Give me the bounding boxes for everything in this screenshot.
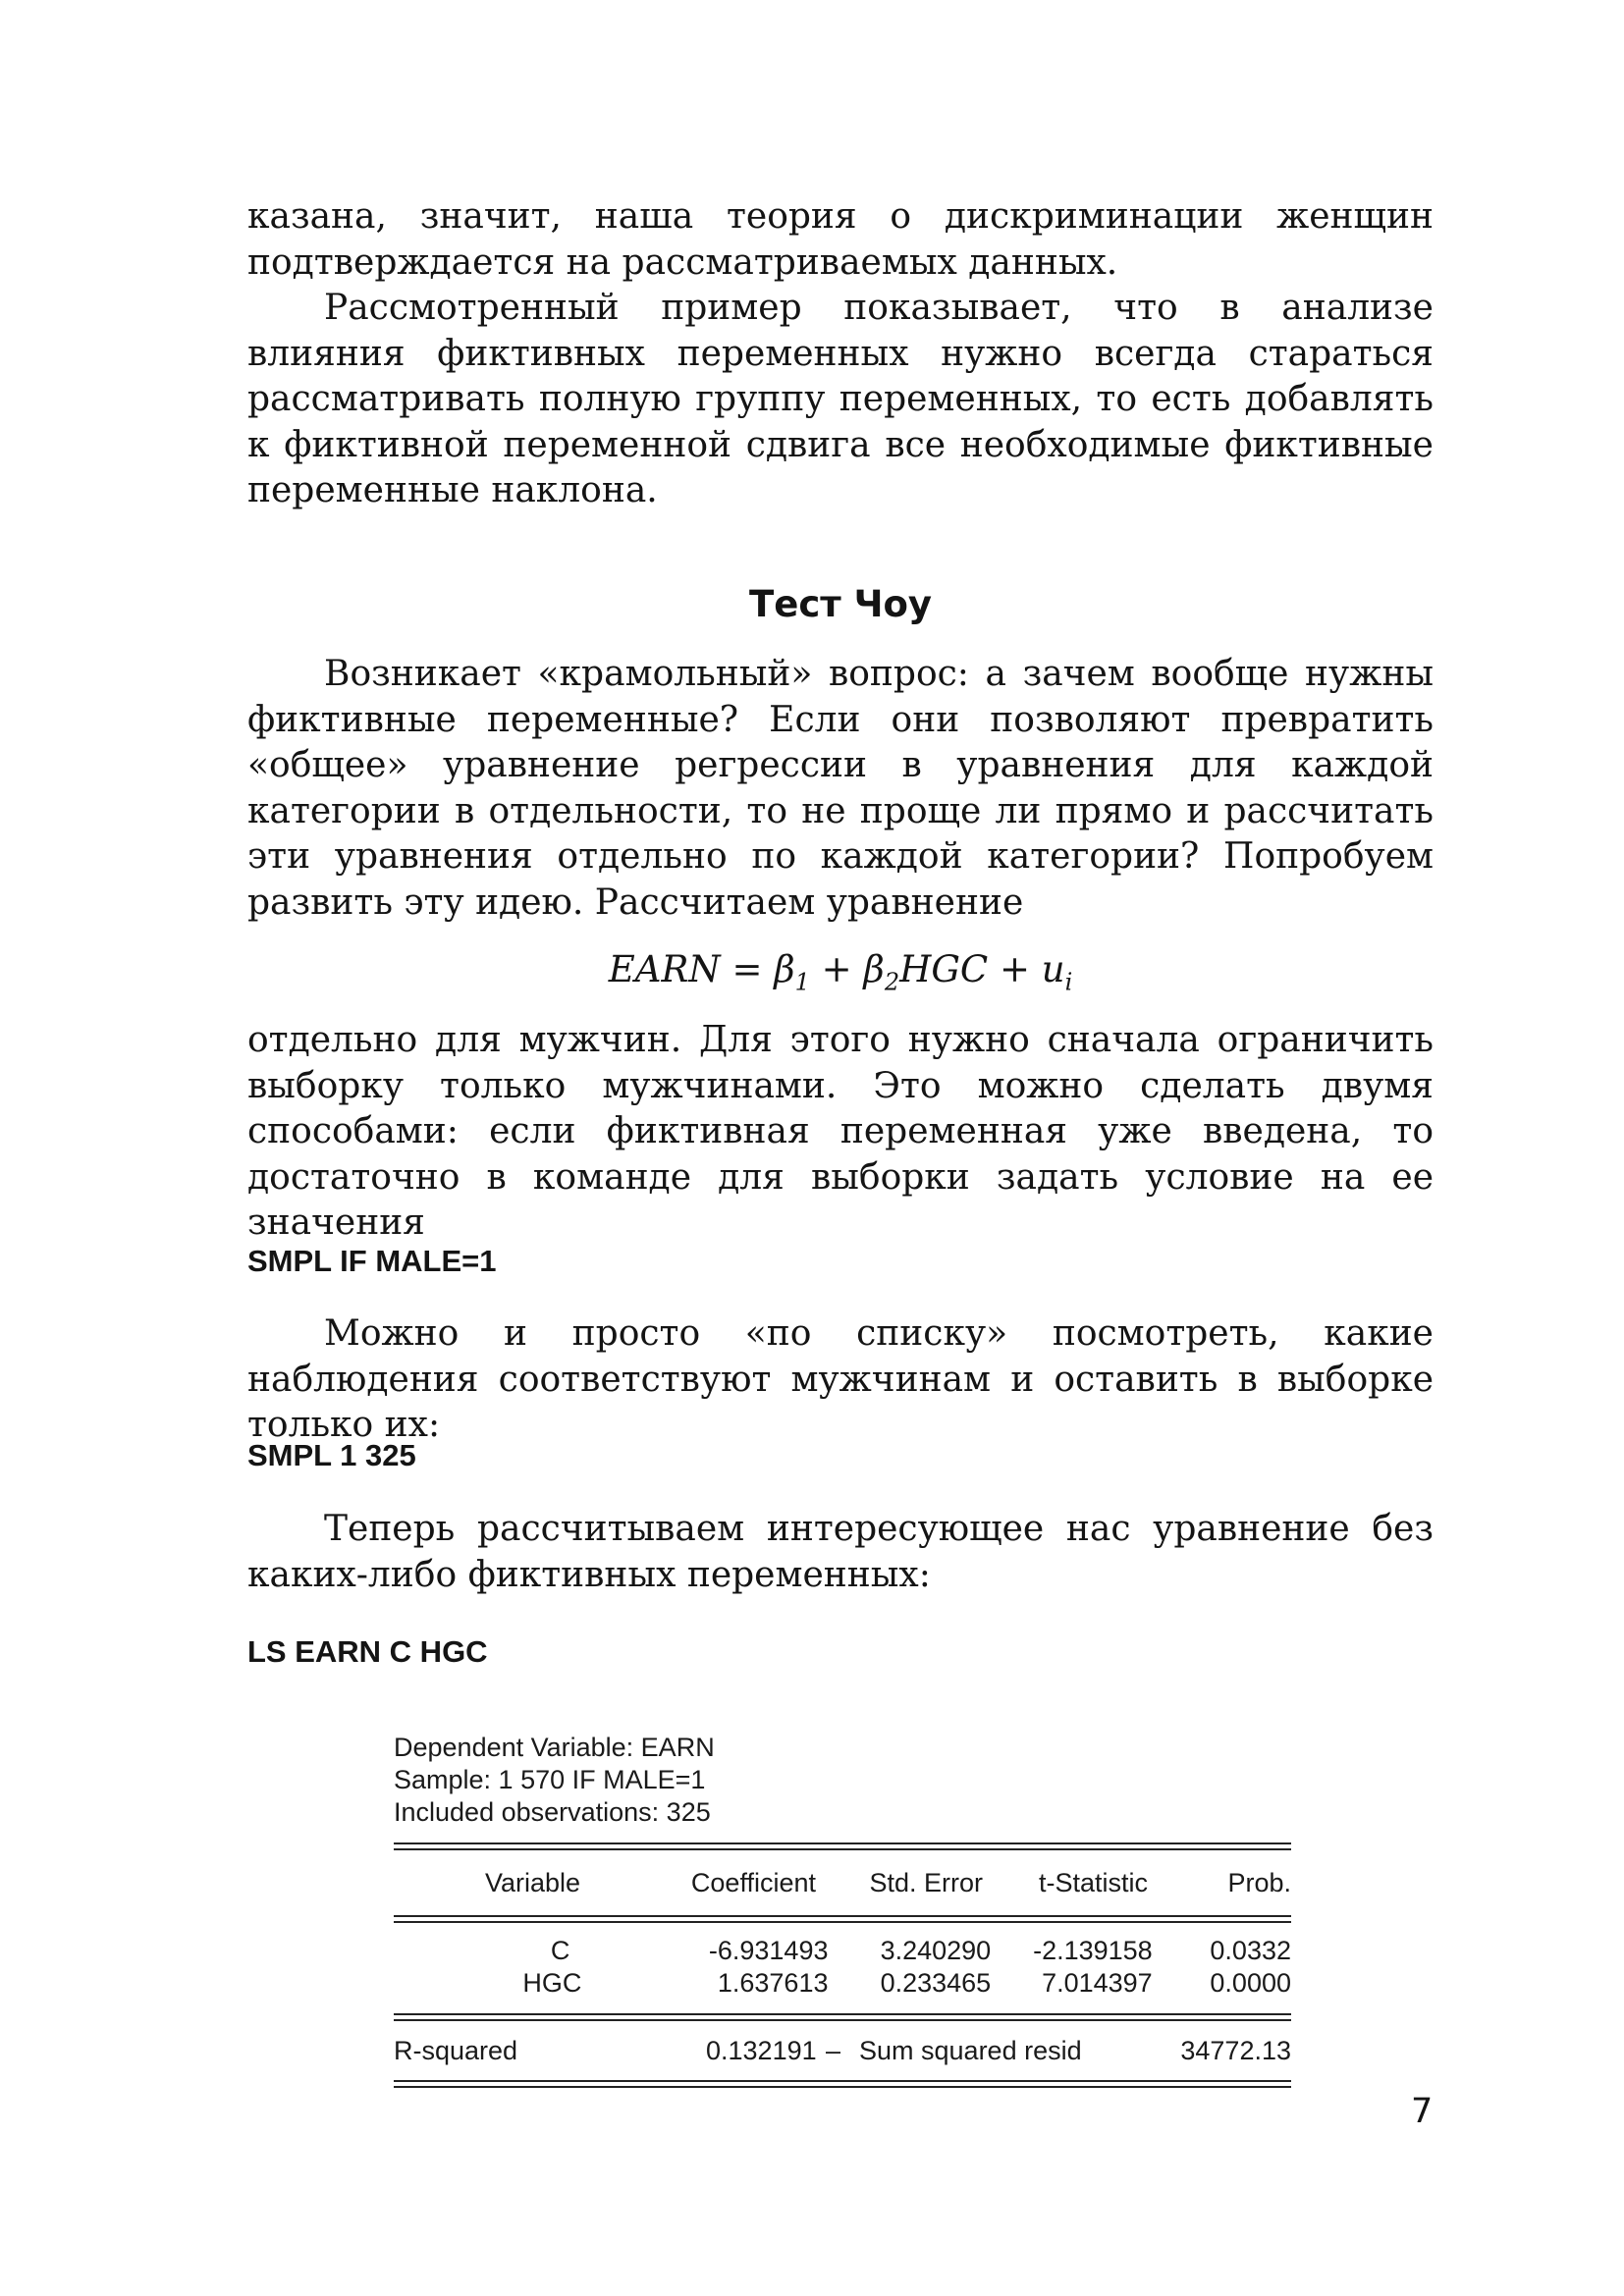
double-rule <box>394 1915 1291 1923</box>
paragraph-continuation: казана, значит, наша теория о дискриминации женщин подтверждается на рассматриваемых данных. <box>247 196 1434 283</box>
table-cell: -2.139158 <box>1033 1936 1153 1965</box>
regression-formula <box>247 948 1434 995</box>
r-squared-label: R-squared <box>394 2035 518 2065</box>
section-heading: Тест Чоу <box>748 583 933 625</box>
paragraph-question: Возникает «крамольный» вопрос: а зачем вообще нужны фиктивные переменные? Если они позволяют превратить «общее» уравнение регрессии в уравнения для каждой категории в отдельности, то не проще ли прямо и рассчитать эти уравнения отдельно по каждой категории? Попробуем развить эту идею. Рассчитаем уравнение <box>247 654 1434 923</box>
output-header-line: Included observations: 325 <box>394 1797 711 1827</box>
formula-part: HGC + u <box>899 948 1065 990</box>
column-header: Std. Error <box>869 1867 983 1897</box>
formula-subscript: 1 <box>794 968 810 996</box>
coefficient-rows <box>394 1935 1291 2000</box>
command-ls: LS EARN C HGC <box>247 1634 488 1669</box>
column-header: Variable <box>484 1867 580 1897</box>
paragraph-summary: Рассмотренный пример показывает, что в анализе влияния фиктивных переменных нужно всегда стараться рассматривать полную группу переменных, то есть добавлять к фиктивной переменной сдвига все необходимые фиктивные переменные наклона. <box>247 288 1434 510</box>
table-cell: -6.931493 <box>708 1936 829 1965</box>
table-cell: 7.014397 <box>1042 1968 1153 1998</box>
stats-dash: – <box>826 2035 841 2065</box>
formula-subscript: i <box>1064 968 1073 996</box>
output-header-line: Dependent Variable: EARN <box>394 1733 715 1762</box>
table-row <box>394 1967 1291 2000</box>
paragraph-sample-restriction: отдельно для мужчин. Для этого нужно сначала ограничить выборку только мужчинами. Это можно сделать двумя способами: если фиктивная переменная уже введена, то достаточно в команде для выборки задать условие на ее значения <box>247 1020 1434 1243</box>
formula-part: + β <box>809 948 885 990</box>
output-header-line: Sample: 1 570 IF MALE=1 <box>394 1765 706 1794</box>
ssr-value: 34772.13 <box>1180 2035 1291 2065</box>
table-row <box>394 1935 1291 1967</box>
table-cell: 3.240290 <box>880 1936 992 1965</box>
double-rule <box>394 2080 1291 2088</box>
command-smpl-range: SMPL 1 325 <box>247 1438 416 1472</box>
formula-part: EARN = β <box>608 948 795 990</box>
paragraph-by-list: Можно и просто «по списку» посмотреть, какие наблюдения соответствуют мужчинам и оставить в выборке только их: <box>247 1313 1434 1445</box>
table-cell: 0.233465 <box>880 1968 992 1998</box>
double-rule <box>394 2013 1291 2021</box>
table-cell: 0.0000 <box>1210 1968 1291 1998</box>
page-number: 7 <box>1411 2092 1434 2131</box>
r-squared-value: 0.132191 <box>706 2035 817 2065</box>
summary-statistics <box>394 2021 1291 2080</box>
column-header: Coefficient <box>690 1867 816 1897</box>
table-cell: C <box>550 1936 570 1965</box>
coefficient-table <box>394 1850 1291 1915</box>
column-header: t-Statistic <box>1038 1867 1148 1897</box>
ssr-label: Sum squared resid <box>859 2035 1082 2065</box>
formula-subscript: 2 <box>884 968 900 996</box>
output-header <box>394 1732 1291 1829</box>
table-cell: 1.637613 <box>717 1968 829 1998</box>
table-cell: HGC <box>522 1968 582 1998</box>
paragraph-estimate: Теперь рассчитываем интересующее нас уравнение без каких-либо фиктивных переменных: <box>247 1509 1434 1595</box>
column-header: Prob. <box>1227 1867 1291 1897</box>
command-smpl-if: SMPL IF MALE=1 <box>247 1244 497 1278</box>
table-cell: 0.0332 <box>1210 1936 1291 1965</box>
regression-output <box>394 1732 1291 2088</box>
table-header-row <box>394 1850 1291 1915</box>
double-rule <box>394 1842 1291 1850</box>
